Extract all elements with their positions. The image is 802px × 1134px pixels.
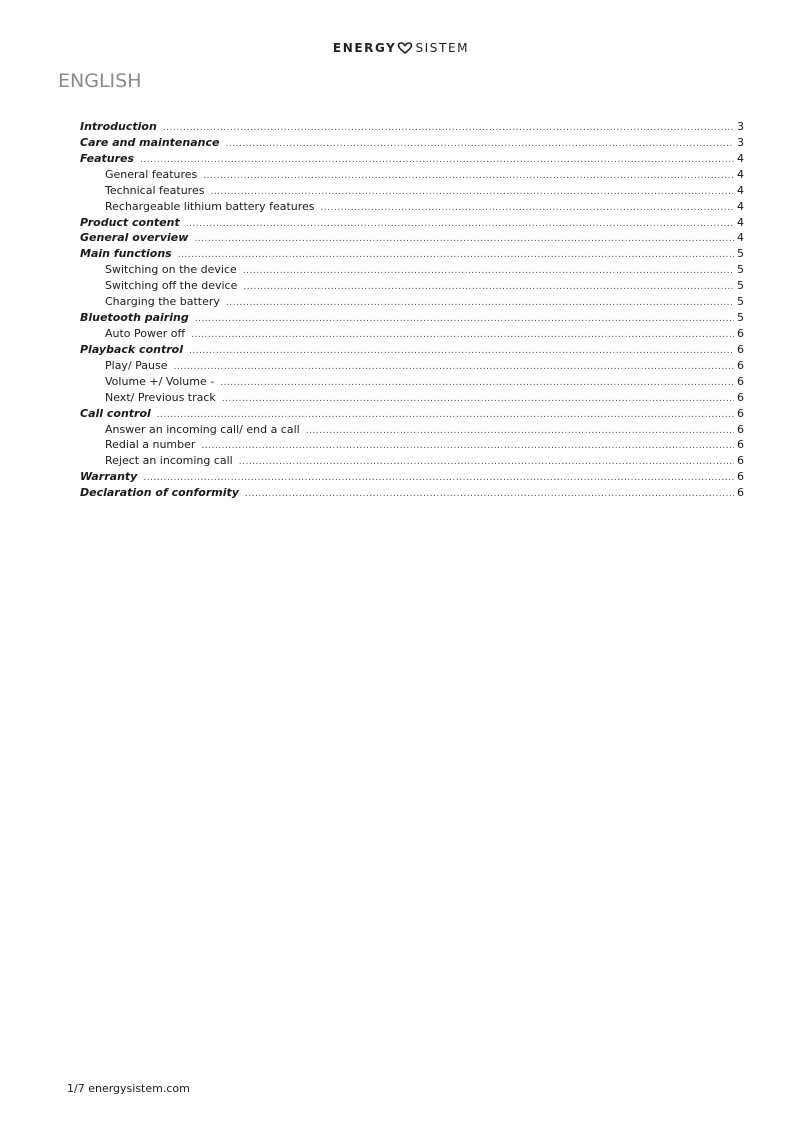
toc-entry-page: 6 (737, 390, 744, 404)
toc-entry-label: Volume +/ Volume - (105, 374, 215, 388)
toc-entry-label: Rechargeable lithium battery features (105, 199, 315, 213)
toc-entry-page: 4 (737, 167, 744, 181)
brand-logo (0, 41, 802, 55)
toc-entry-label: Call control (80, 406, 151, 420)
section-title: ENGLISH (58, 70, 142, 92)
toc-entry-page: 6 (737, 470, 744, 484)
toc-dot-leader (243, 264, 734, 280)
toc-entry[interactable] (80, 469, 744, 485)
toc-entry-page: 4 (737, 199, 744, 213)
toc-entry-page: 3 (737, 135, 744, 149)
toc-entry-page: 6 (737, 406, 744, 420)
toc-entry-label: Switching on the device (105, 263, 237, 277)
toc-entry[interactable] (80, 294, 744, 310)
toc-dot-leader (189, 344, 734, 360)
logo-text-sistem: SISTEM (415, 41, 470, 55)
toc-entry-label: Care and maintenance (80, 135, 220, 149)
toc-entry-label: Bluetooth pairing (80, 311, 189, 325)
toc-entry[interactable] (80, 278, 744, 294)
toc-dot-leader (245, 487, 734, 503)
toc-entry-page: 4 (737, 231, 744, 245)
toc-entry[interactable] (80, 453, 744, 469)
page-footer: 1/7 energysistem.com (67, 1082, 190, 1095)
table-of-contents (80, 119, 744, 501)
toc-dot-leader (195, 312, 734, 328)
toc-dot-leader (163, 121, 734, 137)
toc-entry[interactable] (80, 422, 744, 438)
toc-entry-label: Answer an incoming call/ end a call (105, 422, 300, 436)
toc-entry-page: 4 (737, 183, 744, 197)
toc-entry-page: 5 (737, 279, 744, 293)
toc-entry-page: 6 (737, 438, 744, 452)
toc-dot-leader (186, 217, 734, 233)
toc-dot-leader (222, 392, 734, 408)
toc-entry-label: Introduction (80, 120, 157, 133)
toc-entry-label: Main functions (80, 247, 172, 261)
toc-dot-leader (243, 280, 734, 296)
toc-dot-leader (201, 439, 734, 455)
toc-dot-leader (306, 424, 734, 440)
toc-entry[interactable] (80, 167, 744, 183)
toc-entry[interactable] (80, 326, 744, 342)
toc-entry-page: 4 (737, 151, 744, 165)
toc-entry-page: 5 (737, 311, 744, 325)
toc-dot-leader (140, 153, 734, 169)
toc-dot-leader (174, 360, 735, 376)
toc-entry-label: Warranty (80, 470, 138, 484)
toc-dot-leader (178, 248, 734, 264)
toc-entry-label: Switching off the device (105, 279, 238, 293)
toc-entry[interactable] (80, 119, 744, 135)
toc-entry[interactable] (80, 262, 744, 278)
toc-entry-page: 6 (737, 374, 744, 388)
toc-entry[interactable] (80, 230, 744, 246)
toc-entry-page: 5 (737, 295, 744, 309)
toc-entry-page: 6 (737, 422, 744, 436)
logo-text-energy: ENERGY (332, 41, 397, 55)
toc-entry-page: 6 (737, 486, 744, 500)
toc-dot-leader (226, 296, 734, 312)
toc-entry-label: General overview (80, 231, 189, 245)
toc-entry[interactable] (80, 183, 744, 199)
toc-entry-page: 5 (737, 247, 744, 261)
toc-entry-label: Declaration of conformity (80, 486, 239, 500)
toc-entry[interactable] (80, 135, 744, 151)
toc-entry-page: 4 (737, 215, 744, 229)
toc-entry[interactable] (80, 199, 744, 215)
toc-entry-page: 6 (737, 454, 744, 468)
toc-entry[interactable] (80, 406, 744, 422)
toc-entry[interactable] (80, 358, 744, 374)
toc-entry-label: Charging the battery (105, 295, 220, 309)
toc-entry-label: Playback control (80, 342, 183, 356)
toc-entry-label: Technical features (105, 183, 205, 197)
toc-entry-label: Product content (80, 215, 180, 229)
toc-entry-page: 6 (737, 326, 744, 340)
toc-entry[interactable] (80, 310, 744, 326)
toc-dot-leader (225, 137, 734, 153)
heart-check-icon (397, 42, 413, 54)
toc-dot-leader (203, 169, 734, 185)
toc-dot-leader (191, 328, 734, 344)
toc-entry[interactable] (80, 215, 744, 231)
toc-dot-leader (194, 232, 734, 248)
toc-dot-leader (220, 376, 734, 392)
toc-entry-label: Redial a number (105, 438, 196, 452)
toc-entry-page: 3 (737, 120, 744, 133)
toc-dot-leader (321, 201, 734, 217)
toc-entry-label: Features (80, 151, 135, 165)
toc-entry-label: Auto Power off (105, 326, 186, 340)
toc-entry-label: General features (105, 167, 198, 181)
toc-dot-leader (239, 455, 734, 471)
toc-entry[interactable] (80, 437, 744, 453)
toc-entry-page: 6 (737, 342, 744, 356)
toc-entry[interactable] (80, 342, 744, 358)
toc-entry-label: Reject an incoming call (105, 454, 233, 468)
toc-entry-label: Play/ Pause (105, 358, 168, 372)
toc-entry[interactable] (80, 485, 744, 501)
toc-entry[interactable] (80, 151, 744, 167)
toc-entry[interactable] (80, 390, 744, 406)
toc-entry[interactable] (80, 246, 744, 262)
toc-entry-label: Next/ Previous track (105, 390, 216, 404)
toc-entry-page: 5 (737, 263, 744, 277)
toc-entry[interactable] (80, 374, 744, 390)
toc-entry-page: 6 (737, 358, 744, 372)
